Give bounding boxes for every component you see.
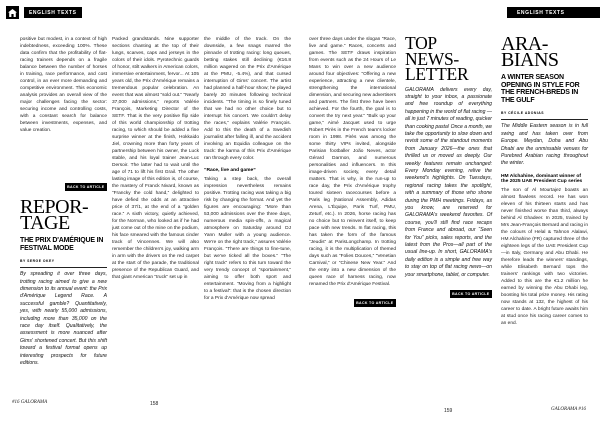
column-1 — [20, 36, 107, 367]
arabians-subhead: HM Alchahine, dominant winner of the 2025 UAE President Cup series — [501, 173, 583, 185]
page-number-right: 159 — [444, 408, 453, 414]
footer-issue-left: #16 GALORAMA — [12, 400, 48, 405]
back-to-article-badge[interactable]: BACK TO ARTICLE — [65, 183, 107, 190]
newsletter-title — [405, 33, 492, 84]
header-bar-left — [24, 7, 82, 18]
back-to-article-badge[interactable]: BACK TO ARTICLE — [354, 299, 396, 306]
title-line: BIANS — [501, 49, 559, 71]
title-line: REPOR- — [20, 196, 89, 218]
previous-article-ending: positive but modest, in a context of high indebtedness, exceeding 100%. These data confirm that the profitability of flat-racing trainers depends on a fragile balance between the number of horses in training, race performance, and cost control, in an ever more demanding and competitive environment. This economic analysis provides an overall view of the major challenges facing the sector: securing income and controlling costs, with a constant search for balance between investments, expenses, and value creation. — [20, 37, 107, 133]
byline-divider — [501, 119, 588, 120]
home-button[interactable] — [6, 6, 19, 19]
home-icon — [8, 4, 17, 22]
column-4 — [309, 36, 396, 309]
arabians-subtitle: A WINTER SEASON OPENING IN STYLE FOR THE FRENCH-BREDS IN THE GULF — [501, 74, 580, 104]
arabians-byline: BY CÉCILE ADONIAS — [501, 111, 544, 116]
reportage-title — [20, 196, 107, 234]
back-to-article-row-1 — [20, 175, 107, 193]
header-label-right: ENGLISH TEXTS — [517, 9, 565, 16]
back-to-article-row-3 — [405, 282, 492, 300]
column-5 — [405, 33, 492, 300]
title-line: LETTER — [405, 64, 469, 84]
title-line: TOP — [405, 33, 437, 53]
reportage-body-col2: Packed grandstands. Nine supporter sections chanting at the top of their lungs, scarves, caps and jerseys in the colors of their idols. Pyrotechnic guards of honor, stilt walkers in American colors, immersive entertainment, fervor... At 105 years old, the Prix d'Amérique remains a tremendous popular celebration. An event that was almost “sold out.” “Nearly 37,000 admissions,” reports Valérie François, Marketing Director of the SETF. That is the very positive flip side of this world championship of trotting racing, to which should be added a fine surprise winner at the finish, Hokkaido Jiel, crowning more than forty years of partnership between his owner, the Luck stable, and his loyal trainer Jean-Luc Dersoir. The latter had to wait until the age of 71 to lift his first Grail. The other lasting image of this edition is, of course, the mastery of Franck Nivard, known as “Francky the cold hand,” delighted to have defied the odds at an attractive price of 37/1, at the end of a “golden race.” A sixth victory, quietly achieved, for the Norman, who looked as if he had just come out of the mine on the podium, his face smeared with the famous cinder track of Vincennes. We will also remember the children's joy, walking arm in arm with the drivers on the red carpet at the start of the parade, the traditional presence of the Republican Guard, and that giant American “truck” set up in — [112, 37, 199, 280]
back-to-article-badge[interactable]: BACK TO ARTICLE — [450, 290, 492, 297]
reportage-body-col3b: Taking a step back, the overall impression nevertheless remains positive. Trotting racing was taking a big risk by changing the format. And yet the figures are encouraging: “More than 53,000 admissions over the three days, numerous media spin-offs, a magical atmosphere on Saturday around DJ Yann Muller with a young audience. We're on the right track,” assures Valérie François. “There are things to fine-tune, but we've ticked all the boxes.” “The right track” refers to this turn toward the very trendy concept of “sportainment,” aiming to offer both sport and entertainment. “Moving from a highlight to a festival”: that is the chosen direction for a Prix d'Amérique now spread — [204, 176, 291, 301]
column-2 — [112, 36, 199, 281]
arabians-intro: The Middle Eastern season is in full swing and has taken over from Europe. Meydan, Doha and Abu Dhabi are the unmissable venues for Purebred Arabian racing throughout the winter. — [501, 123, 588, 167]
title-line: ARA- — [501, 33, 548, 55]
reportage-byline: BY SERGE OKEY — [20, 259, 55, 264]
column-3 — [204, 36, 291, 302]
arabians-title — [501, 33, 588, 71]
title-line: NEWS- — [405, 48, 459, 69]
page-number-left: 158 — [150, 401, 159, 407]
reportage-subhead: “Race, live and game” — [204, 168, 256, 173]
newsletter-intro: GALORAMA delivers every day, straight to your inbox, a passionate and free roundup of everything happening in the world of flat racing — all in just 7 minutes of reading, quicker than cooking pasta! Once a month, we take the opportunity to slow down and revisit some of the standout moments from January 2026—the ones that thrilled us or moved us deeply. Our weekly features remain unchanged: Every Monday evening, relive the weekend's highlights. On Tuesdays, regional racing takes the spotlight, with a summary of those who shone during the PMH meetings. Fridays, as you know, are reserved for GALORAMA's weekend favorites. Of course, you'll still find race recaps from France and abroad, our “Seen for You” picks, sales reports, and the latest from the Pros—all part of the usual line-up. In short, GALORAMA's daily edition is a simple and free way to stay on top of flat racing news—on your smartphone, tablet, or computer. — [405, 86, 492, 278]
reportage-subtitle: THE PRIX D'AMÉRIQUE IN FESTIVAL MODE — [20, 237, 104, 252]
reportage-body-col4: over three days under the slogan “Race, live and game.” Races, concerts and games. The SETF draws inspiration from events such as the 24 Hours of Le Mans to win over a new audience around four objectives: “Offering a new experience, attracting a new clientele, strengthening the international dimension, and securing new advertisers and partners. The first three have been achieved. For the fourth, the goal is to convert the try next year.” “Bulk up your game,” Aimé Jacquet used to urge Robert Pirès in the French team's locker room in 1998. Pirès was among the some thirty VIPs invited, alongside Parisian footballer João Neves, actor Gérard Darmon, and numerous personalities and influencers. In this image-driven society, every detail matters. That is why, in the run-up to race day, the Prix d'Amérique trophy toured sixteen racecourses before a Paris leg (National Assembly, Adidas Arena, L'Équipe, Paris Turf, PMU, Zeturf, etc.). In 2026, horse racing has no choice but to reinvent itself, to keep pace with new trends. In flat racing, this has taken the form of the famous “Jeudis” at ParisLongchamp. In trotting racing, it is the multiplication of themed days such as “Folies Douces,” “Venetian Carnival,” or “Chinese New Year.” And the entry into a new dimension of the queen race of harness racing, now renamed the Prix d'Amérique Festival. — [309, 37, 396, 287]
title-line: TAGE — [20, 211, 70, 234]
reportage-body-col3a: the middle of the track. On the downside, a few snags marred the pinnacle of trotting racing: long queues, betting stakes still declining (€16.8 million wagered on the Prix d'Amérique at the PMU, -5.4%), and that cursed interruption of Gims' concert. The artist had planned a half-hour show; he played barely 20 minutes following technical incidents. “The timing is so finely tuned that we had no other choice but to interrupt his concert. We couldn't delay the races,” explains Valérie François. Add to this the death of a Swedish journalist after falling ill, and the accident involving an Equidia colleague on the track: the karma of this Prix d'Amérique ran through every color. — [204, 37, 291, 161]
footer-issue-right: GALORAMA #16 — [550, 407, 586, 412]
header-bar-right — [507, 7, 600, 18]
byline-divider — [20, 267, 107, 268]
arabians-body: The son of Al Mourtajez boasts an almost flawless record. He has won eleven of his thirteen starts and has never finished worse than third, always behind Al Ghadeer. In 2025, trained by Mrs Jean-François Bernard and racing in the colours of Helal & Tahnon Alalawi, HM Alchahine (FR) captured three of the eighteen legs of the UAE President Cup—in Italy, Germany and Abu Dhabi. He therefore leads the winners' standings, while Elisabeth Bernard tops the trainers' rankings with two victories. Added to this are the €1.2 million he earned by winning the Abu Dhabi leg, boosting his total prize money. His rating now stands at 132, the highest of his career to date. A bright future awaits him at stud once his racing career comes to an end. — [501, 188, 588, 326]
back-to-article-row-2 — [309, 291, 396, 309]
reportage-intro: By spreading it over three days, trotting racing aimed to give a new dimension to its annual event: the Prix d'Amérique Legend Race. A successful gamble? Quantitatively, yes, with nearly 55,000 admissions, including more than 35,000 on the race day itself. Qualitatively, the assessment is more nuanced after Gims' shortened concert. But this shift toward a festival format opens up interesting prospects for future editions. — [20, 271, 107, 367]
column-6 — [501, 33, 588, 327]
header-label-left: ENGLISH TEXTS — [29, 9, 77, 16]
